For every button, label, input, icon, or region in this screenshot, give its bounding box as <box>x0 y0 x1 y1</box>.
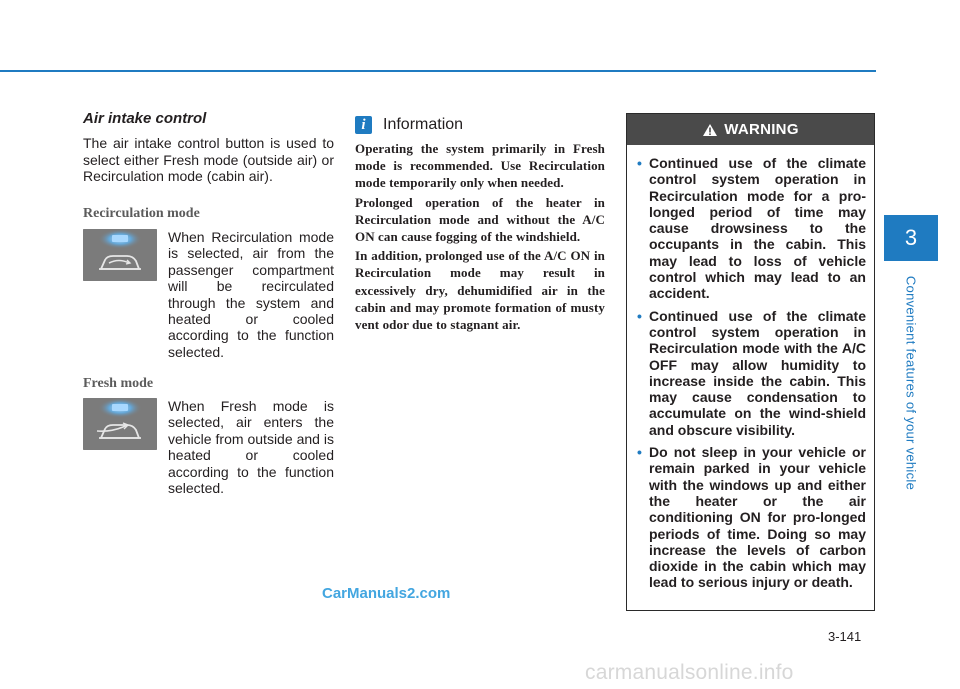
warning-item-text: Continued use of the climate control system operation in Recirculation mode for a pro-longed period of time may cause drowsiness to the occupants in the cabin. This may lead to loss of vehicle control which may lead to an accident. <box>649 155 866 302</box>
information-paragraph: Prolonged operation of the heater in Recirculation mode and without the A/C ON can cause fogging of the windshield. <box>355 194 605 245</box>
section-title: Air intake control <box>83 110 207 127</box>
warning-header <box>627 114 874 145</box>
warning-item <box>637 444 866 591</box>
page-number: 3-141 <box>828 629 862 644</box>
recirculation-icon <box>83 229 157 281</box>
warning-item-text: Do not sleep in your vehicle or remain parked in your vehicle with the windows up and either the heater or the air conditioning ON for pro-longed periods of time. Doing so may increase the levels of carbon dioxide in the cabin which may lead to serious injury or death. <box>649 444 866 591</box>
recirculation-block <box>83 229 334 359</box>
recirculation-heading: Recirculation mode <box>83 206 200 221</box>
warning-item <box>637 155 866 302</box>
information-paragraph: In addition, prolonged use of the A/C ON in Recirculation mode may result in excessively dry, dehumidified air in the cabin and may promote formation of musty vent odor due to stagnant air. <box>355 248 605 333</box>
information-header <box>355 114 605 136</box>
header-rule <box>0 70 876 72</box>
warning-item <box>637 308 866 438</box>
information-paragraph: Operating the system primarily in Fresh mode is recommended. Use Recirculation mode temporarily only when needed. <box>355 141 605 191</box>
warning-title: WARNING <box>724 121 799 138</box>
fresh-description: When Fresh mode is selected, air enters the vehicle from outside and is heated or cooled according to the function selected. <box>168 398 334 497</box>
warning-list <box>627 145 874 591</box>
air-intake-section <box>83 110 334 185</box>
fresh-air-icon <box>83 398 157 450</box>
recirculation-description: When Recirculation mode is selected, air from the passenger compartment will be recirculated through the system and heated or cooled according to the function selected. <box>168 229 334 360</box>
bullet-icon: • <box>637 155 642 171</box>
fresh-heading: Fresh mode <box>83 376 154 391</box>
warning-box <box>626 113 875 611</box>
warning-triangle-icon <box>702 123 718 137</box>
chapter-caption <box>900 268 922 498</box>
warning-item-text: Continued use of the climate control system operation in Recirculation mode with the A/C OFF may allow humidity to increase inside the cabin. This may cause condensation to accumulate on the wind-shield and obscure visibility. <box>649 307 866 438</box>
information-title: Information <box>383 116 464 133</box>
watermark-link[interactable]: CarManuals2.com <box>322 585 451 602</box>
bullet-icon: • <box>637 444 642 461</box>
fresh-button-image <box>83 398 157 450</box>
footer-watermark: carmanualsonline.info <box>585 661 794 684</box>
recirculation-button-image <box>83 229 157 281</box>
chapter-tab: 3 <box>884 215 938 261</box>
information-icon: i <box>355 116 372 134</box>
information-section <box>355 114 605 333</box>
chapter-caption-text: Convenient features of your vehicle <box>903 275 919 491</box>
bullet-icon: • <box>637 307 642 324</box>
intro-paragraph: The air intake control button is used to select either Fresh mode (outside air) or Recirculation mode (cabin air). <box>83 135 334 184</box>
fresh-block <box>83 398 334 498</box>
